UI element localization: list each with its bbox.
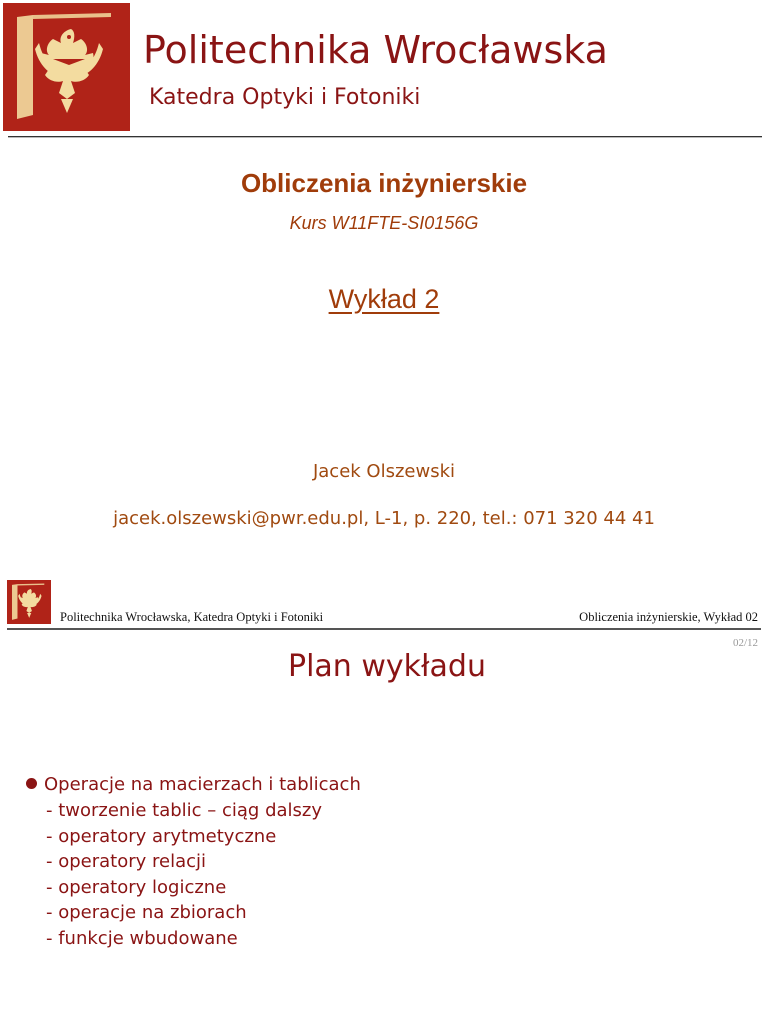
bullet-list	[26, 772, 361, 951]
department-name: Katedra Optyki i Fotoniki	[149, 85, 421, 110]
lecture-number	[0, 282, 768, 316]
plan-title: Plan wykładu	[288, 649, 486, 684]
author-contact: jacek.olszewski@pwr.edu.pl, L-1, p. 220, tel.: 071 320 44 41	[113, 508, 655, 529]
list-sub-item: - funkcje wbudowane	[46, 927, 238, 949]
list-sub-item: - operatory logiczne	[46, 876, 227, 898]
eagle-crest-icon	[3, 3, 130, 131]
list-item	[26, 772, 361, 798]
list-item-label: Operacje na macierzach i tablicach	[44, 774, 361, 795]
header-divider	[8, 136, 762, 138]
eagle-crest-icon	[7, 580, 51, 624]
university-logo	[3, 3, 130, 131]
slide-header-left: Politechnika Wrocławska, Katedra Optyki i Fotoniki	[60, 610, 324, 624]
list-sub-item: - tworzenie tablic – ciąg dalszy	[46, 800, 323, 821]
author-name: Jacek Olszewski	[312, 461, 456, 482]
slide-header-divider	[7, 628, 761, 630]
list-sub-item: - operacje na zbiorach	[46, 902, 247, 923]
bullet-icon	[26, 778, 37, 789]
list-sub-item: - operatory arytmetyczne	[46, 825, 277, 847]
slide-header-right: Obliczenia inżynierskie, Wykład 02	[579, 610, 758, 624]
course-title: Obliczenia inżynierskie	[240, 168, 528, 198]
lecture-number-label: Wykład 2	[328, 284, 440, 314]
university-name: Politechnika Wrocławska	[143, 28, 608, 72]
course-code: Kurs W11FTE-SI0156G	[289, 213, 479, 233]
page-number: 02/12	[732, 637, 758, 649]
university-logo-small	[7, 580, 51, 624]
list-sub-item: - operatory relacji	[46, 851, 207, 872]
